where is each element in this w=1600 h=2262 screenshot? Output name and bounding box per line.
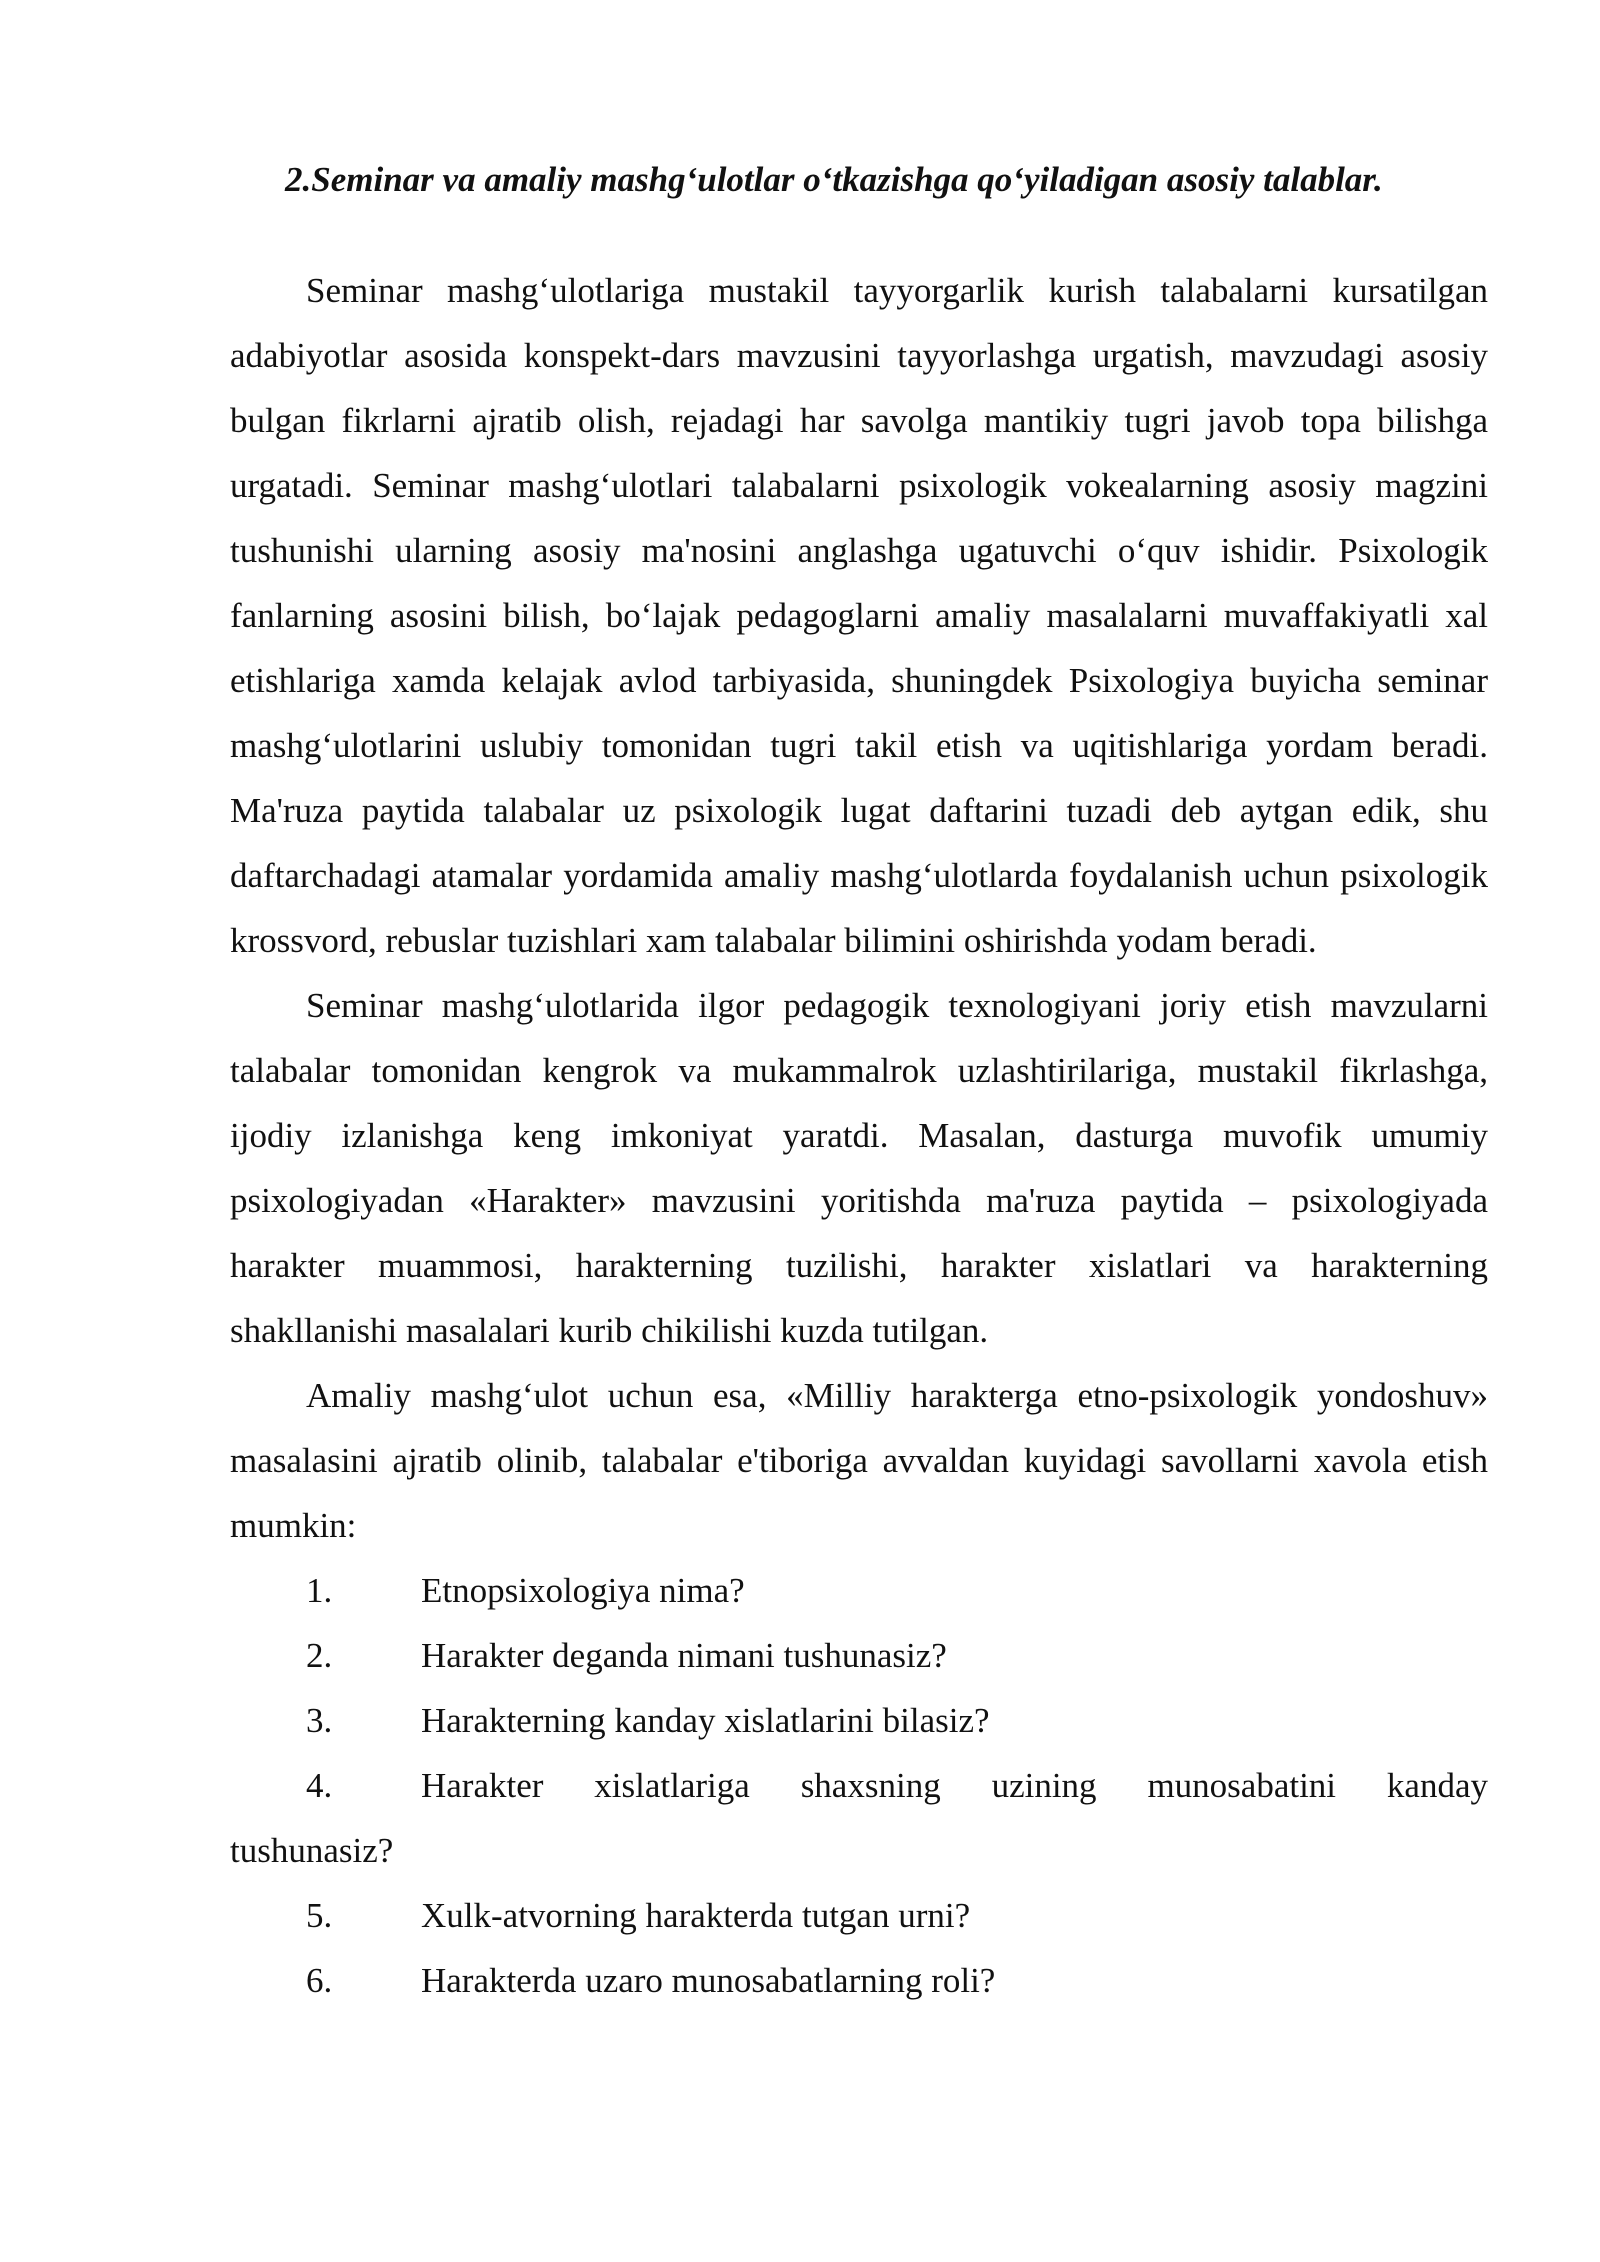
paragraph-2: Seminar mashg‘ulotlarida ilgor pedagogik texnologiyani joriy etish mavzularni talabalar tomonidan kengrok va mukammalrok uzlashtirilariga, mustakil fikrlashga, ijodiy izlanishga keng imkoniyat yaratdi. Masalan, dasturga muvofik umumiy psixologiyadan «Harakter» mavzusini yoritishda ma'ruza paytida – psixologiyada harakter muammosi, harakterning tuzilishi, harakter xislatlari va harakterning shakllanishi masalalari kurib chikilishi kuzda tutilgan. (230, 986, 1488, 1350)
list-item (230, 1688, 1488, 1753)
list-item-text: Xulk-atvorning harakterda tutgan urni? (421, 1896, 971, 1935)
list-item-number: 1. (306, 1571, 333, 1610)
list-item-text: Harakter deganda nimani tushunasiz? (421, 1636, 947, 1675)
list-item (230, 1948, 1488, 2013)
document-page (230, 150, 1488, 2013)
list-item-number: 2. (306, 1636, 333, 1675)
list-item-number: 3. (306, 1701, 333, 1740)
list-item (230, 1623, 1488, 1688)
list-item (230, 1753, 1488, 1883)
paragraph-1: Seminar mashg‘ulotlariga mustakil tayyorgarlik kurish talabalarni kursatilgan adabiyotlar asosida konspekt-dars mavzusini tayyorlashga urgatish, mavzudagi asosiy bulgan fikrlarni ajratib olish, rejadagi har savolga mantikiy tugri javob topa bilishga urgatadi. Seminar mashg‘ulotlari talabalarni psixologik vokealarning asosiy magzini tushunishi ularning asosiy ma'nosini anglashga ugatuvchi o‘quv ishidir. Psixologik fanlarning asosini bilish, bo‘lajak pedagoglarni amaliy masalalarni muvaffakiyatli xal etishlariga xamda kelajak avlod tarbiyasida, shuningdek Psixologiya buyicha seminar mashg‘ulotlarini uslubiy tomonidan tugri takil etish va uqitishlariga yordam beradi. Ma'ruza paytida talabalar uz psixologik lugat daftarini tuzadi deb aytgan edik, shu daftarchadagi atamalar yordamida amaliy mashg‘ulotlarda foydalanish uchun psixologik krossvord, rebuslar tuzishlari xam talabalar bilimini oshirishda yodam beradi. (230, 271, 1488, 960)
list-item-text-continuation: tushunasiz? (230, 1831, 394, 1870)
list-item (230, 1883, 1488, 1948)
list-item (230, 1558, 1488, 1623)
section-heading: 2.Seminar va amaliy mashg‘ulotlar o‘tkazishga qo‘yiladigan asosiy talablar. (285, 160, 1383, 199)
list-item-text: Harakterning kanday xislatlarini bilasiz? (421, 1701, 990, 1740)
paragraph-3: Amaliy mashg‘ulot uchun esa, «Milliy harakterga etno-psixologik yondoshuv» masalasini ajratib olinib, talabalar e'tiboriga avvaldan kuyidagi savollarni xavola etish mumkin: (230, 1376, 1488, 1545)
list-item-number: 6. (306, 1961, 333, 2000)
list-item-text: Harakterda uzaro munosabatlarning roli? (421, 1961, 996, 2000)
list-item-number: 5. (306, 1896, 333, 1935)
list-item-text: Harakter xislatlariga shaxsning uzining munosabatini kanday (421, 1766, 1488, 1805)
list-item-number: 4. (306, 1766, 333, 1805)
list-item-text: Etnopsixologiya nima? (421, 1571, 745, 1610)
question-list (230, 1558, 1488, 2013)
